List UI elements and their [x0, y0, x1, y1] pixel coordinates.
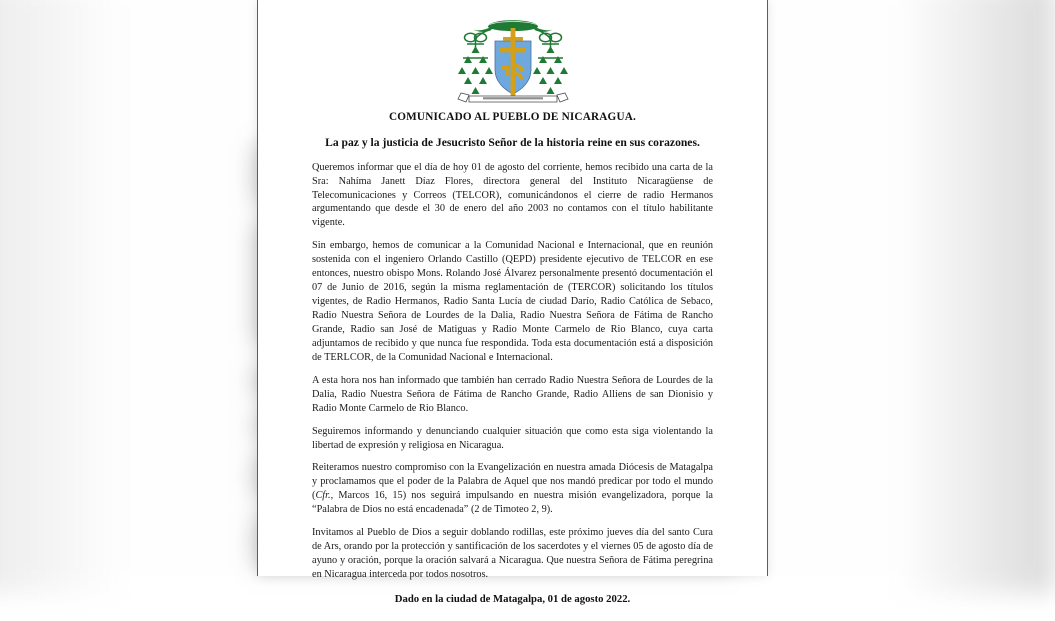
tassels-left: [458, 46, 493, 94]
page-title: COMUNICADO AL PUEBLO DE NICARAGUA.: [388, 111, 637, 123]
closing-line: Dado en la ciudad de Matagalpa, 01 de agosto 2022.: [394, 592, 631, 605]
document-page: [257, 0, 768, 605]
paragraph: Invitamos al Pueblo de Dios a seguir doblando rodillas, este próximo jueves día del santo Cura de Ars, orando por la protección y santificación de los sacerdotes y el viernes 05 de agosto día de ayuno y oración, porque la oración salvará a Nicaragua. Que nuestra Señora de Fátima peregrina en Nicaragua interceda por todos nosotros.: [312, 527, 713, 580]
citation-before: Reiteramos nuestro compromiso con la Evangelización en nuestra amada Diócesis de Matagalpa y proclamamos que el poder de la Palabra de Aquel que nos mandó predicar por todo el mundo (: [312, 462, 713, 502]
backdrop-right-fade: [896, 0, 1055, 593]
episcopal-coat-of-arms-icon: [443, 14, 583, 106]
paragraph: Sin embargo, hemos de comunicar a la Comunidad Nacional e Internacional, que en reunión sostenida con el ingeniero Orlando Castillo (QEPD) presidente ejecutivo de TELCOR en ese entonces, nuestro obispo Mons. Rolando José Álvarez personalmente presentó documentación el 07 de Junio de 2016, según la misma reglamentación de (TERCOR) solicitando los títulos vigentes, de Radio Hermanos, Radio Santa Lucía de ciudad Darío, Radio Católica de Sebaco, Radio Nuestra Señora de Lourdes de la Dalia, Radio Nuestra Señora de Fátima de Rancho Grande, Radio san José de Matiguas y Radio Monte Carmelo de Rio Blanco, cuya carta adjuntamos de recibido y que nunca fue respondida. Toda esta documentación está a disposición de TERLCOR, de la Comunidad Nacional e Internacional.: [312, 240, 713, 363]
backdrop-left-fade: [0, 0, 128, 593]
paragraph-with-citation: [312, 461, 713, 517]
paragraph: Queremos informar que el día de hoy 01 de agosto del corriente, hemos recibido una carta de la Sra: Nahíma Janett Díaz Flores, directora general del Instituto Nicaragüense de Telecomunicaciones y Correos (TELCOR), comunicándonos el cierre de radio Hermanos argumentando que desde el 30 de enero del año 2003 no contamos con el título habilitante vigente.: [312, 161, 713, 229]
paragraph: Seguiremos informando y denunciando cualquier situación que como esta siga violentando la libertad de expresión y religiosa en Nicaragua.: [312, 425, 713, 451]
paragraph: A esta hora nos han informado que también han cerrado Radio Nuestra Señora de Lourdes de la Dalia, Radio Nuestra Señora de Fátima de Rancho Grande, Radio Alliens de san Dionisio y Radio Monte Carmelo de Rio Blanco.: [312, 374, 713, 414]
coat-of-arms: [312, 14, 713, 108]
motto-text: [483, 97, 543, 99]
document-body: [312, 161, 713, 582]
citation-after: , Marcos 16, 15) nos seguirá impulsando en nuestra misión evangelizadora, porque la “Palabra de Dios no está encadenada” (2 de Timoteo 2, 9).: [312, 490, 713, 516]
tassels-right: [533, 46, 568, 94]
citation-abbrev: Cfr.: [315, 490, 331, 502]
page-subtitle: La paz y la justicia de Jesucristo Señor de la historia reine en sus corazones.: [325, 135, 700, 149]
